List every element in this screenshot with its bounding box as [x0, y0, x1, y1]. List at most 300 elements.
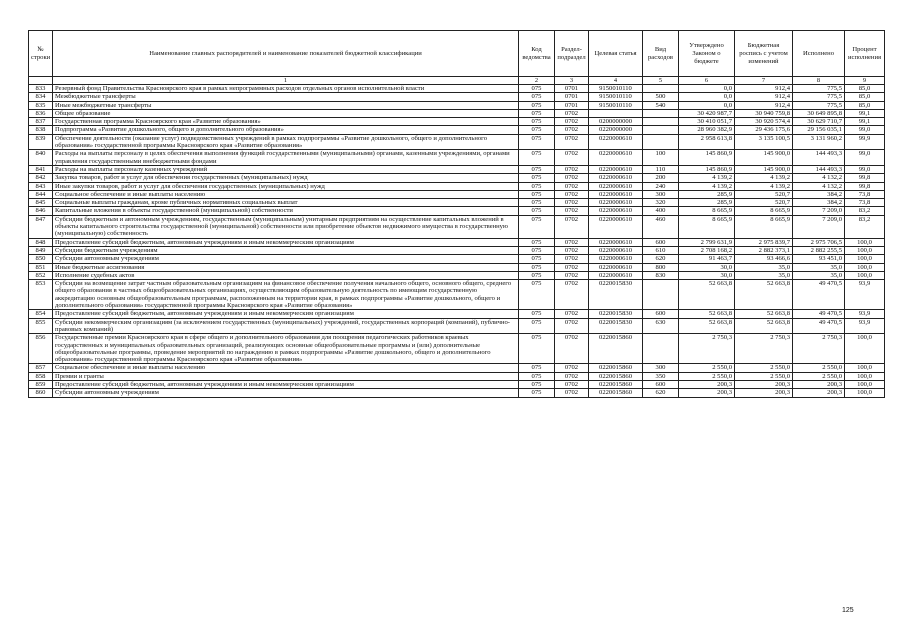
table-row — [29, 165, 885, 173]
row-number: 843 — [29, 182, 53, 190]
executed-amount: 384,2 — [793, 199, 845, 207]
executed-amount: 775,5 — [793, 85, 845, 93]
department-code: 075 — [519, 199, 555, 207]
expense-type: 240 — [643, 182, 679, 190]
row-number: 853 — [29, 280, 53, 310]
section-code: 0702 — [555, 165, 589, 173]
table-row — [29, 109, 885, 117]
expense-type: 610 — [643, 246, 679, 254]
row-number: 854 — [29, 310, 53, 318]
execution-percent: 85,0 — [845, 85, 885, 93]
row-name: Предоставление субсидий бюджетным, автономным учреждениям и иным некоммерческим организациям — [53, 310, 519, 318]
approved-amount: 285,9 — [679, 190, 735, 198]
row-name: Расходы на выплаты персоналу казенных учреждений — [53, 165, 519, 173]
budget-list-amount: 3 135 100,5 — [735, 134, 793, 150]
row-name: Иные межбюджетные трансферты — [53, 101, 519, 109]
execution-percent: 99,1 — [845, 118, 885, 126]
row-number: 855 — [29, 318, 53, 334]
row-name: Общее образование — [53, 109, 519, 117]
row-name: Предоставление субсидий бюджетным, автономным учреждениям и иным некоммерческим организациям — [53, 238, 519, 246]
section-code: 0702 — [555, 280, 589, 310]
execution-percent: 100,0 — [845, 246, 885, 254]
row-number: 834 — [29, 93, 53, 101]
executed-amount: 35,0 — [793, 263, 845, 271]
row-name: Обеспечение деятельности (оказание услуг) подведомственных учреждений в рамках подпрограммы «Развитие дошкольного, общего и дополнительного образования» государственной программы Красноярского края «Развитие образования» — [53, 134, 519, 150]
budget-list-amount: 93 466,6 — [735, 255, 793, 263]
target-article: 0220015830 — [589, 318, 643, 334]
budget-list-amount: 2 550,0 — [735, 364, 793, 372]
approved-amount: 28 960 382,9 — [679, 126, 735, 134]
row-number: 858 — [29, 372, 53, 380]
row-number: 860 — [29, 389, 53, 397]
budget-list-amount: 30 920 574,4 — [735, 118, 793, 126]
approved-amount: 8 665,9 — [679, 215, 735, 238]
budget-list-amount: 200,3 — [735, 380, 793, 388]
approved-amount: 200,3 — [679, 380, 735, 388]
budget-list-amount: 8 665,9 — [735, 215, 793, 238]
row-number: 856 — [29, 334, 53, 364]
execution-percent: 100,0 — [845, 372, 885, 380]
target-article: 9150010110 — [589, 85, 643, 93]
execution-percent: 99,0 — [845, 126, 885, 134]
table-row — [29, 118, 885, 126]
expense-type: 460 — [643, 215, 679, 238]
execution-percent: 73,8 — [845, 190, 885, 198]
header-percent: Процент исполнения — [845, 31, 885, 77]
column-number: 6 — [679, 77, 735, 85]
row-number: 833 — [29, 85, 53, 93]
department-code: 075 — [519, 215, 555, 238]
expense-type: 600 — [643, 380, 679, 388]
target-article: 0220015860 — [589, 372, 643, 380]
row-number: 844 — [29, 190, 53, 198]
execution-percent: 83,2 — [845, 215, 885, 238]
approved-amount: 4 139,2 — [679, 174, 735, 182]
department-code: 075 — [519, 182, 555, 190]
approved-amount: 200,3 — [679, 389, 735, 397]
execution-percent: 100,0 — [845, 238, 885, 246]
execution-percent: 83,2 — [845, 207, 885, 215]
section-code: 0702 — [555, 199, 589, 207]
target-article: 0220000610 — [589, 182, 643, 190]
header-executed: Исполнено — [793, 31, 845, 77]
executed-amount: 29 156 035,1 — [793, 126, 845, 134]
department-code: 075 — [519, 93, 555, 101]
section-code: 0702 — [555, 174, 589, 182]
target-article: 0220000610 — [589, 263, 643, 271]
table-row — [29, 174, 885, 182]
budget-list-amount: 2 750,3 — [735, 334, 793, 364]
section-code: 0702 — [555, 364, 589, 372]
section-code: 0702 — [555, 238, 589, 246]
budget-list-amount: 4 139,2 — [735, 182, 793, 190]
table-row — [29, 215, 885, 238]
row-name: Субсидии бюджетным и автономным учреждениям, государственным (муниципальным) унитарным предприятиям на осуществление капитальных вложений в объекты капитального строительства государственной (муниципальной) собственности или приобретение объектов недвижимого имущества в государственную (муниципальную) собственность — [53, 215, 519, 238]
execution-percent: 99,0 — [845, 165, 885, 173]
row-name: Государственные премии Красноярского края в сфере общего и дополнительного образования для поощрения педагогических работников краевых государственных и муниципальных образовательных организаций, реализующих основные общеобразовательные программы и (или) дополнительные общеобразовательные программы, проведение мероприятий по награждению в рамках подпрограммы «Развитие дошкольного, общего и дополнительного образования» государственной программы Красноярского края «Развитие образования» — [53, 334, 519, 364]
row-number: 847 — [29, 215, 53, 238]
table-row — [29, 238, 885, 246]
section-code: 0702 — [555, 271, 589, 279]
row-name: Расходы на выплаты персоналу в целях обеспечения выполнения функций государственными (муниципальными) органами, казенными учреждениями, органами управления государственными внебюджетными фондами — [53, 150, 519, 166]
table-row — [29, 318, 885, 334]
row-name: Социальные выплаты гражданам, кроме публичных нормативных социальных выплат — [53, 199, 519, 207]
target-article: 0220015860 — [589, 389, 643, 397]
row-name: Премии и гранты — [53, 372, 519, 380]
approved-amount: 2 750,3 — [679, 334, 735, 364]
department-code: 075 — [519, 318, 555, 334]
department-code: 075 — [519, 246, 555, 254]
section-code: 0702 — [555, 255, 589, 263]
execution-percent: 99,8 — [845, 174, 885, 182]
budget-table-sheet — [28, 30, 884, 398]
budget-list-amount: 200,3 — [735, 389, 793, 397]
department-code: 075 — [519, 109, 555, 117]
approved-amount: 30 410 051,7 — [679, 118, 735, 126]
section-code: 0702 — [555, 207, 589, 215]
approved-amount: 52 663,8 — [679, 318, 735, 334]
execution-percent: 100,0 — [845, 389, 885, 397]
execution-percent: 85,0 — [845, 101, 885, 109]
table-row — [29, 380, 885, 388]
table-row — [29, 334, 885, 364]
row-name: Субсидии бюджетным учреждениям — [53, 246, 519, 254]
budget-list-amount: 2 975 839,7 — [735, 238, 793, 246]
executed-amount: 7 209,0 — [793, 215, 845, 238]
expense-type: 630 — [643, 318, 679, 334]
section-code: 0702 — [555, 372, 589, 380]
target-article: 0220015830 — [589, 280, 643, 310]
section-code: 0702 — [555, 190, 589, 198]
execution-percent: 100,0 — [845, 255, 885, 263]
row-number: 848 — [29, 238, 53, 246]
expense-type — [643, 118, 679, 126]
column-number: 8 — [793, 77, 845, 85]
row-name: Межбюджетные трансферты — [53, 93, 519, 101]
column-number: 1 — [53, 77, 519, 85]
executed-amount: 384,2 — [793, 190, 845, 198]
page-number: 125 — [842, 607, 854, 614]
expense-type: 200 — [643, 174, 679, 182]
expense-type: 110 — [643, 165, 679, 173]
target-article: 9150010110 — [589, 93, 643, 101]
header-row — [29, 31, 885, 77]
section-code: 0702 — [555, 380, 589, 388]
executed-amount: 49 470,5 — [793, 318, 845, 334]
table-body — [29, 77, 885, 398]
target-article: 0220015860 — [589, 364, 643, 372]
table-row — [29, 199, 885, 207]
target-article: 0220000610 — [589, 271, 643, 279]
column-number: 7 — [735, 77, 793, 85]
column-number — [29, 77, 53, 85]
row-name: Субсидии автономным учреждениям — [53, 255, 519, 263]
row-name: Капитальные вложения в объекты государственной (муниципальной) собственности — [53, 207, 519, 215]
table-row — [29, 364, 885, 372]
budget-list-amount: 145 900,0 — [735, 150, 793, 166]
execution-percent: 99,0 — [845, 150, 885, 166]
executed-amount: 35,0 — [793, 271, 845, 279]
target-article: 0220000610 — [589, 215, 643, 238]
table-row — [29, 263, 885, 271]
row-name: Подпрограмма «Развитие дошкольного, общего и дополнительного образования» — [53, 126, 519, 134]
approved-amount: 4 139,2 — [679, 182, 735, 190]
target-article: 0220000610 — [589, 199, 643, 207]
department-code: 075 — [519, 372, 555, 380]
budget-list-amount: 35,0 — [735, 271, 793, 279]
department-code: 075 — [519, 190, 555, 198]
department-code: 075 — [519, 134, 555, 150]
section-code: 0701 — [555, 101, 589, 109]
target-article: 0220015830 — [589, 310, 643, 318]
execution-percent: 93,9 — [845, 318, 885, 334]
column-number: 5 — [643, 77, 679, 85]
expense-type: 620 — [643, 389, 679, 397]
department-code: 075 — [519, 280, 555, 310]
section-code: 0702 — [555, 109, 589, 117]
table-row — [29, 190, 885, 198]
table-row — [29, 280, 885, 310]
target-article: 0220000610 — [589, 207, 643, 215]
row-number: 840 — [29, 150, 53, 166]
header-department-code: Код ведомства — [519, 31, 555, 77]
execution-percent: 93,9 — [845, 280, 885, 310]
section-code: 0702 — [555, 118, 589, 126]
executed-amount: 93 451,0 — [793, 255, 845, 263]
target-article: 0220000610 — [589, 134, 643, 150]
section-code: 0702 — [555, 134, 589, 150]
executed-amount: 775,5 — [793, 93, 845, 101]
table-row — [29, 271, 885, 279]
approved-amount: 52 663,8 — [679, 310, 735, 318]
executed-amount: 4 132,2 — [793, 174, 845, 182]
header-name: Наименование главных распорядителей и наименование показателей бюджетной классификации — [53, 31, 519, 77]
budget-list-amount: 29 436 175,6 — [735, 126, 793, 134]
target-article: 0220000610 — [589, 246, 643, 254]
department-code: 075 — [519, 334, 555, 364]
executed-amount: 775,5 — [793, 101, 845, 109]
section-code: 0702 — [555, 126, 589, 134]
expense-type: 620 — [643, 255, 679, 263]
executed-amount: 3 131 960,2 — [793, 134, 845, 150]
row-name: Субсидии автономным учреждениям — [53, 389, 519, 397]
section-code: 0701 — [555, 85, 589, 93]
section-code: 0702 — [555, 246, 589, 254]
header-expense-type: Вид расходов — [643, 31, 679, 77]
department-code: 075 — [519, 85, 555, 93]
executed-amount: 200,3 — [793, 380, 845, 388]
approved-amount: 0,0 — [679, 85, 735, 93]
section-code: 0701 — [555, 93, 589, 101]
expense-type: 320 — [643, 199, 679, 207]
row-number: 845 — [29, 199, 53, 207]
target-article: 0200000000 — [589, 118, 643, 126]
execution-percent: 73,8 — [845, 199, 885, 207]
table-row — [29, 85, 885, 93]
row-name: Социальное обеспечение и иные выплаты населению — [53, 190, 519, 198]
expense-type — [643, 126, 679, 134]
expense-type: 350 — [643, 372, 679, 380]
execution-percent: 99,8 — [845, 182, 885, 190]
executed-amount: 144 493,3 — [793, 165, 845, 173]
table-row — [29, 372, 885, 380]
section-code: 0702 — [555, 318, 589, 334]
department-code: 075 — [519, 255, 555, 263]
approved-amount: 2 550,0 — [679, 364, 735, 372]
budget-list-amount: 35,0 — [735, 263, 793, 271]
expense-type: 600 — [643, 310, 679, 318]
section-code: 0702 — [555, 215, 589, 238]
section-code: 0702 — [555, 389, 589, 397]
department-code: 075 — [519, 207, 555, 215]
approved-amount: 30 420 987,7 — [679, 109, 735, 117]
department-code: 075 — [519, 150, 555, 166]
target-article: 0220000610 — [589, 190, 643, 198]
executed-amount: 144 493,3 — [793, 150, 845, 166]
section-code: 0702 — [555, 182, 589, 190]
column-number-row — [29, 77, 885, 85]
table-row — [29, 246, 885, 254]
column-number: 4 — [589, 77, 643, 85]
approved-amount: 2 958 613,8 — [679, 134, 735, 150]
row-number: 850 — [29, 255, 53, 263]
executed-amount: 2 550,0 — [793, 364, 845, 372]
executed-amount: 4 132,2 — [793, 182, 845, 190]
approved-amount: 30,0 — [679, 263, 735, 271]
target-article: 9150010110 — [589, 101, 643, 109]
execution-percent: 100,0 — [845, 364, 885, 372]
target-article — [589, 109, 643, 117]
row-number: 836 — [29, 109, 53, 117]
executed-amount: 30 629 710,7 — [793, 118, 845, 126]
execution-percent: 100,0 — [845, 334, 885, 364]
department-code: 075 — [519, 271, 555, 279]
executed-amount: 30 649 895,8 — [793, 109, 845, 117]
expense-type: 500 — [643, 93, 679, 101]
row-number: 857 — [29, 364, 53, 372]
expense-type — [643, 85, 679, 93]
row-name: Субсидии на возмещение затрат частным образовательным организациям на финансовое обеспечение получения начального общего, основного общего, среднего общего образования в частных общеобразовательных организациях, осуществляющим образовательную деятельность по имеющим государственную аккредитацию основным общеобразовательным программам, расположенным на территории края, в рамках подпрограммы «Развитие дошкольного, общего и дополнительного образования» государственной программы Красноярского края «Развитие образования» — [53, 280, 519, 310]
budget-list-amount: 4 139,2 — [735, 174, 793, 182]
target-article: 0220015860 — [589, 334, 643, 364]
table-row — [29, 182, 885, 190]
budget-list-amount: 52 663,8 — [735, 318, 793, 334]
row-number: 842 — [29, 174, 53, 182]
expense-type: 800 — [643, 263, 679, 271]
approved-amount: 2 550,0 — [679, 372, 735, 380]
approved-amount: 145 860,9 — [679, 165, 735, 173]
table-row — [29, 150, 885, 166]
row-name: Государственная программа Красноярского края «Развитие образования» — [53, 118, 519, 126]
row-name: Резервный фонд Правительства Красноярского края в рамках непрограммных расходов отдельных органов исполнительной власти — [53, 85, 519, 93]
department-code: 075 — [519, 165, 555, 173]
row-name: Социальное обеспечение и иные выплаты населению — [53, 364, 519, 372]
expense-type: 600 — [643, 238, 679, 246]
executed-amount: 49 470,5 — [793, 310, 845, 318]
approved-amount: 0,0 — [679, 101, 735, 109]
target-article: 0220000610 — [589, 150, 643, 166]
expense-type: 300 — [643, 190, 679, 198]
approved-amount: 145 860,9 — [679, 150, 735, 166]
approved-amount: 91 463,7 — [679, 255, 735, 263]
execution-percent: 100,0 — [845, 380, 885, 388]
table-row — [29, 255, 885, 263]
expense-type — [643, 280, 679, 310]
column-number: 2 — [519, 77, 555, 85]
approved-amount: 285,9 — [679, 199, 735, 207]
table-row — [29, 93, 885, 101]
table-row — [29, 134, 885, 150]
execution-percent: 100,0 — [845, 263, 885, 271]
expense-type: 830 — [643, 271, 679, 279]
expense-type: 300 — [643, 364, 679, 372]
budget-list-amount: 520,7 — [735, 199, 793, 207]
target-article: 0220000610 — [589, 165, 643, 173]
table-row — [29, 310, 885, 318]
executed-amount: 2 882 255,5 — [793, 246, 845, 254]
executed-amount: 200,3 — [793, 389, 845, 397]
approved-amount: 2 708 168,2 — [679, 246, 735, 254]
row-name: Исполнение судебных актов — [53, 271, 519, 279]
row-number: 852 — [29, 271, 53, 279]
column-number: 3 — [555, 77, 589, 85]
budget-list-amount: 520,7 — [735, 190, 793, 198]
approved-amount: 0,0 — [679, 93, 735, 101]
target-article: 0220000610 — [589, 255, 643, 263]
row-name: Иные бюджетные ассигнования — [53, 263, 519, 271]
section-code: 0702 — [555, 310, 589, 318]
header-approved: Утверждено Законом о бюджете — [679, 31, 735, 77]
budget-list-amount: 912,4 — [735, 93, 793, 101]
budget-list-amount: 30 940 759,8 — [735, 109, 793, 117]
executed-amount: 2 750,3 — [793, 334, 845, 364]
target-article: 0220000610 — [589, 174, 643, 182]
approved-amount: 52 663,8 — [679, 280, 735, 310]
row-number: 839 — [29, 134, 53, 150]
department-code: 075 — [519, 238, 555, 246]
row-name: Предоставление субсидий бюджетным, автономным учреждениям и иным некоммерческим организациям — [53, 380, 519, 388]
executed-amount: 7 209,0 — [793, 207, 845, 215]
expense-type — [643, 109, 679, 117]
department-code: 075 — [519, 364, 555, 372]
budget-list-amount: 52 663,8 — [735, 280, 793, 310]
approved-amount: 2 799 631,9 — [679, 238, 735, 246]
expense-type: 400 — [643, 207, 679, 215]
header-row-number: № строки — [29, 31, 53, 77]
row-name: Субсидии некоммерческим организациям (за исключением государственных (муниципальных) учреждений, государственных корпораций (компаний), публично-правовых компаний) — [53, 318, 519, 334]
row-number: 859 — [29, 380, 53, 388]
expense-type — [643, 334, 679, 364]
target-article: 0220000610 — [589, 238, 643, 246]
budget-list-amount: 8 665,9 — [735, 207, 793, 215]
table-row — [29, 101, 885, 109]
department-code: 075 — [519, 380, 555, 388]
department-code: 075 — [519, 174, 555, 182]
column-number: 9 — [845, 77, 885, 85]
department-code: 075 — [519, 101, 555, 109]
budget-list-amount: 912,4 — [735, 101, 793, 109]
execution-percent: 93,9 — [845, 310, 885, 318]
row-number: 837 — [29, 118, 53, 126]
department-code: 075 — [519, 126, 555, 134]
target-article: 0220000000 — [589, 126, 643, 134]
table-row — [29, 389, 885, 397]
executed-amount: 2 550,0 — [793, 372, 845, 380]
budget-list-amount: 2 550,0 — [735, 372, 793, 380]
header-budget-list: Бюджетная роспись с учетом изменений — [735, 31, 793, 77]
target-article: 0220015860 — [589, 380, 643, 388]
department-code: 075 — [519, 310, 555, 318]
